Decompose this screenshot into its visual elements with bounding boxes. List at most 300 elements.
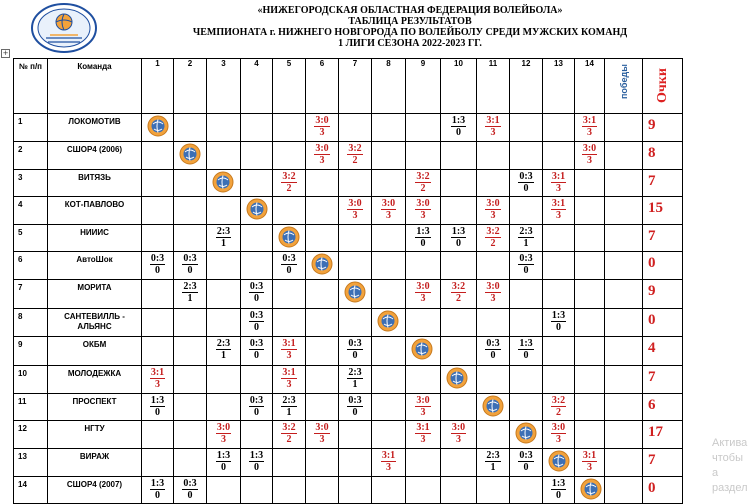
empty-cell bbox=[477, 421, 510, 449]
row-number: 11 bbox=[14, 394, 48, 421]
row-number: 1 bbox=[14, 114, 48, 142]
match-points: 2 bbox=[286, 434, 292, 445]
empty-cell bbox=[543, 337, 575, 366]
score-cell bbox=[241, 394, 273, 421]
table-header-row bbox=[14, 59, 683, 114]
volleyball-logo-icon bbox=[411, 338, 433, 360]
empty-cell bbox=[372, 114, 406, 142]
match-score: 0:3 bbox=[249, 281, 264, 292]
empty-cell bbox=[406, 449, 441, 477]
empty-cell bbox=[339, 477, 372, 504]
match-score: 0:3 bbox=[183, 253, 197, 264]
row-number: 10 bbox=[14, 366, 48, 394]
header-col: 8 bbox=[372, 59, 406, 114]
match-score: 0:3 bbox=[348, 395, 362, 406]
empty-cell bbox=[241, 225, 273, 252]
header-points-label: Очки bbox=[654, 68, 670, 103]
match-score: 3:1 bbox=[582, 115, 597, 126]
score-cell bbox=[406, 197, 441, 225]
match-score: 3:2 bbox=[282, 171, 296, 182]
empty-cell bbox=[510, 197, 543, 225]
empty-cell bbox=[543, 142, 575, 170]
score-cell bbox=[575, 449, 605, 477]
empty-cell bbox=[306, 309, 339, 337]
match-score: 3:1 bbox=[150, 367, 165, 378]
empty-cell bbox=[441, 449, 477, 477]
match-score: 2:3 bbox=[216, 338, 231, 349]
match-score: 3:1 bbox=[282, 338, 296, 349]
empty-cell bbox=[306, 449, 339, 477]
empty-cell bbox=[477, 142, 510, 170]
match-points: 3 bbox=[221, 434, 226, 445]
score-cell bbox=[543, 421, 575, 449]
empty-cell bbox=[306, 170, 339, 197]
match-points: 3 bbox=[490, 127, 496, 138]
match-score: 0:3 bbox=[249, 338, 264, 349]
points-cell: 6 bbox=[643, 394, 683, 421]
wins-cell bbox=[605, 142, 643, 170]
header-wins bbox=[605, 59, 643, 114]
match-points: 2 bbox=[556, 407, 561, 418]
score-cell bbox=[207, 337, 241, 366]
match-points: 3 bbox=[386, 462, 391, 473]
points-cell: 7 bbox=[643, 170, 683, 197]
empty-cell bbox=[174, 197, 207, 225]
empty-cell bbox=[575, 170, 605, 197]
score-cell bbox=[575, 114, 605, 142]
empty-cell bbox=[273, 477, 306, 504]
score-cell bbox=[441, 280, 477, 309]
match-score: 3:0 bbox=[451, 422, 466, 433]
header-team: Команда bbox=[48, 59, 142, 114]
score-cell bbox=[339, 366, 372, 394]
match-points: 3 bbox=[319, 155, 325, 166]
header-col: 7 bbox=[339, 59, 372, 114]
empty-cell bbox=[441, 477, 477, 504]
match-points: 2 bbox=[286, 183, 292, 194]
empty-cell bbox=[441, 337, 477, 366]
volleyball-logo-icon bbox=[278, 226, 300, 248]
match-score: 0:3 bbox=[519, 171, 533, 182]
empty-cell bbox=[306, 337, 339, 366]
wins-cell bbox=[605, 394, 643, 421]
score-cell bbox=[142, 394, 174, 421]
empty-cell bbox=[510, 309, 543, 337]
empty-cell bbox=[241, 114, 273, 142]
empty-cell bbox=[241, 252, 273, 280]
match-points: 0 bbox=[254, 293, 259, 304]
match-score: 3:1 bbox=[551, 198, 566, 209]
empty-cell bbox=[441, 309, 477, 337]
empty-cell bbox=[207, 252, 241, 280]
match-points: 3 bbox=[286, 350, 292, 361]
row-number: 8 bbox=[14, 309, 48, 337]
empty-cell bbox=[174, 170, 207, 197]
empty-cell bbox=[339, 252, 372, 280]
match-score: 3:0 bbox=[315, 422, 329, 433]
wins-cell bbox=[605, 252, 643, 280]
score-cell bbox=[174, 477, 207, 504]
empty-cell bbox=[207, 394, 241, 421]
empty-cell bbox=[339, 170, 372, 197]
match-points: 3 bbox=[556, 210, 561, 221]
match-points: 0 bbox=[523, 350, 529, 361]
empty-cell bbox=[543, 225, 575, 252]
empty-cell bbox=[372, 337, 406, 366]
match-score: 2:3 bbox=[519, 226, 533, 237]
match-points: 2 bbox=[490, 238, 496, 249]
document-header bbox=[170, 5, 650, 49]
empty-cell bbox=[207, 114, 241, 142]
row-number: 13 bbox=[14, 449, 48, 477]
empty-cell bbox=[510, 477, 543, 504]
empty-cell bbox=[339, 114, 372, 142]
empty-cell bbox=[441, 252, 477, 280]
header-num: № п/п bbox=[14, 59, 48, 114]
match-score: 3:2 bbox=[416, 171, 430, 182]
team-name: АвтоШок bbox=[48, 252, 142, 280]
table-row bbox=[14, 394, 683, 421]
team-name: МОЛОДЕЖКА bbox=[48, 366, 142, 394]
self-match-cell bbox=[207, 170, 241, 197]
empty-cell bbox=[306, 394, 339, 421]
match-points: 3 bbox=[420, 210, 426, 221]
score-cell bbox=[543, 170, 575, 197]
points-cell: 17 bbox=[643, 421, 683, 449]
empty-cell bbox=[241, 421, 273, 449]
table-row bbox=[14, 280, 683, 309]
empty-cell bbox=[339, 309, 372, 337]
match-points: 0 bbox=[523, 183, 529, 194]
volleyball-logo-icon bbox=[377, 310, 399, 332]
wins-cell bbox=[605, 309, 643, 337]
empty-cell bbox=[575, 309, 605, 337]
self-match-cell bbox=[306, 252, 339, 280]
wins-cell bbox=[605, 280, 643, 309]
match-score: 3:0 bbox=[486, 198, 500, 209]
score-cell bbox=[273, 421, 306, 449]
header-col: 3 bbox=[207, 59, 241, 114]
empty-cell bbox=[207, 309, 241, 337]
empty-cell bbox=[273, 114, 306, 142]
row-number: 6 bbox=[14, 252, 48, 280]
score-cell bbox=[510, 252, 543, 280]
score-cell bbox=[339, 197, 372, 225]
team-name: НГТУ bbox=[48, 421, 142, 449]
team-name: НИИИС bbox=[48, 225, 142, 252]
team-name: ВИРАЖ bbox=[48, 449, 142, 477]
row-number: 3 bbox=[14, 170, 48, 197]
score-cell bbox=[510, 337, 543, 366]
empty-cell bbox=[477, 170, 510, 197]
empty-cell bbox=[273, 449, 306, 477]
header-col: 4 bbox=[241, 59, 273, 114]
header-col: 10 bbox=[441, 59, 477, 114]
score-cell bbox=[339, 142, 372, 170]
score-cell bbox=[477, 337, 510, 366]
empty-cell bbox=[406, 309, 441, 337]
match-score: 3:0 bbox=[348, 198, 362, 209]
match-points: 0 bbox=[490, 350, 496, 361]
match-score: 0:3 bbox=[486, 338, 500, 349]
match-points: 1 bbox=[187, 293, 193, 304]
header-col: 11 bbox=[477, 59, 510, 114]
team-name: СШОР4 (2007) bbox=[48, 477, 142, 504]
points-cell: 0 bbox=[643, 309, 683, 337]
score-cell bbox=[477, 280, 510, 309]
wins-cell bbox=[605, 449, 643, 477]
match-points: 3 bbox=[386, 210, 391, 221]
match-points: 3 bbox=[319, 127, 325, 138]
empty-cell bbox=[510, 366, 543, 394]
match-score: 1:3 bbox=[249, 450, 264, 461]
empty-cell bbox=[510, 142, 543, 170]
score-cell bbox=[406, 170, 441, 197]
match-score: 2:3 bbox=[348, 367, 362, 378]
self-match-cell bbox=[241, 197, 273, 225]
match-points: 3 bbox=[556, 183, 561, 194]
score-cell bbox=[241, 309, 273, 337]
empty-cell bbox=[273, 280, 306, 309]
table-row bbox=[14, 366, 683, 394]
wins-cell bbox=[605, 421, 643, 449]
self-match-cell bbox=[273, 225, 306, 252]
row-number: 14 bbox=[14, 477, 48, 504]
match-points: 3 bbox=[587, 155, 592, 166]
empty-cell bbox=[575, 421, 605, 449]
table-row bbox=[14, 337, 683, 366]
score-cell bbox=[174, 280, 207, 309]
empty-cell bbox=[174, 309, 207, 337]
volleyball-logo-icon bbox=[212, 171, 234, 193]
volleyball-logo-icon bbox=[311, 253, 333, 275]
match-score: 3:1 bbox=[416, 422, 430, 433]
empty-cell bbox=[406, 114, 441, 142]
table-row bbox=[14, 252, 683, 280]
empty-cell bbox=[372, 366, 406, 394]
self-match-cell bbox=[174, 142, 207, 170]
empty-cell bbox=[575, 225, 605, 252]
match-score: 3:0 bbox=[416, 281, 430, 292]
match-score: 3:1 bbox=[551, 171, 566, 182]
team-name: МОРИТА bbox=[48, 280, 142, 309]
match-score: 3:0 bbox=[416, 395, 430, 406]
empty-cell bbox=[510, 280, 543, 309]
empty-cell bbox=[241, 142, 273, 170]
empty-cell bbox=[441, 197, 477, 225]
empty-cell bbox=[142, 280, 174, 309]
match-points: 0 bbox=[254, 322, 259, 333]
match-score: 3:0 bbox=[486, 281, 500, 292]
points-cell: 7 bbox=[643, 449, 683, 477]
empty-cell bbox=[174, 394, 207, 421]
table-row bbox=[14, 142, 683, 170]
team-name: ОКБМ bbox=[48, 337, 142, 366]
empty-cell bbox=[441, 170, 477, 197]
empty-cell bbox=[273, 197, 306, 225]
match-score: 1:3 bbox=[150, 395, 165, 406]
match-score: 3:2 bbox=[451, 281, 466, 292]
self-match-cell bbox=[477, 394, 510, 421]
table-row bbox=[14, 449, 683, 477]
match-points: 1 bbox=[352, 379, 358, 390]
score-cell bbox=[273, 170, 306, 197]
score-cell bbox=[273, 252, 306, 280]
score-cell bbox=[273, 366, 306, 394]
score-cell bbox=[441, 114, 477, 142]
empty-cell bbox=[406, 142, 441, 170]
empty-cell bbox=[174, 449, 207, 477]
empty-cell bbox=[372, 477, 406, 504]
self-match-cell bbox=[575, 477, 605, 504]
match-points: 2 bbox=[352, 155, 358, 166]
match-points: 0 bbox=[187, 490, 193, 501]
row-number: 4 bbox=[14, 197, 48, 225]
wins-cell bbox=[605, 170, 643, 197]
empty-cell bbox=[372, 170, 406, 197]
match-points: 3 bbox=[456, 434, 461, 445]
match-score: 0:3 bbox=[348, 338, 362, 349]
match-points: 0 bbox=[254, 350, 259, 361]
match-score: 0:3 bbox=[150, 253, 165, 264]
empty-cell bbox=[543, 114, 575, 142]
team-name: САНТЕВИЛЛЬ - АЛЬЯНС bbox=[48, 309, 142, 337]
score-cell bbox=[306, 142, 339, 170]
match-score: 3:0 bbox=[582, 143, 597, 154]
match-points: 0 bbox=[556, 490, 561, 501]
header-line-3: ЧЕМПИОНАТА г. НИЖНЕГО НОВГОРОДА ПО ВОЛЕЙБОЛУ СРЕДИ МУЖСКИХ КОМАНД bbox=[192, 27, 628, 38]
header-col: 2 bbox=[174, 59, 207, 114]
wins-cell bbox=[605, 477, 643, 504]
federation-logo bbox=[30, 2, 98, 54]
match-score: 0:3 bbox=[183, 478, 197, 489]
score-cell bbox=[477, 449, 510, 477]
score-cell bbox=[543, 394, 575, 421]
match-points: 3 bbox=[155, 379, 160, 390]
points-cell: 8 bbox=[643, 142, 683, 170]
empty-cell bbox=[441, 142, 477, 170]
match-score: 1:3 bbox=[519, 338, 533, 349]
score-cell bbox=[241, 280, 273, 309]
self-match-cell bbox=[510, 421, 543, 449]
match-score: 3:0 bbox=[551, 422, 566, 433]
empty-cell bbox=[273, 309, 306, 337]
volleyball-logo-icon bbox=[580, 478, 602, 500]
match-score: 1:3 bbox=[551, 478, 566, 489]
match-score: 3:0 bbox=[416, 198, 430, 209]
points-cell: 7 bbox=[643, 366, 683, 394]
empty-cell bbox=[174, 421, 207, 449]
match-score: 3:1 bbox=[486, 115, 500, 126]
match-points: 0 bbox=[456, 127, 461, 138]
score-cell bbox=[441, 225, 477, 252]
empty-cell bbox=[142, 225, 174, 252]
table-row bbox=[14, 197, 683, 225]
empty-cell bbox=[241, 170, 273, 197]
empty-cell bbox=[441, 394, 477, 421]
score-cell bbox=[142, 366, 174, 394]
match-score: 2:3 bbox=[486, 450, 500, 461]
activation-watermark bbox=[712, 436, 752, 496]
empty-cell bbox=[543, 366, 575, 394]
score-cell bbox=[273, 394, 306, 421]
wins-cell bbox=[605, 225, 643, 252]
table-row bbox=[14, 421, 683, 449]
empty-cell bbox=[477, 309, 510, 337]
match-score: 3:2 bbox=[551, 395, 566, 406]
score-cell bbox=[207, 421, 241, 449]
results-table bbox=[13, 58, 683, 504]
header-col: 13 bbox=[543, 59, 575, 114]
score-cell bbox=[543, 197, 575, 225]
header-col: 5 bbox=[273, 59, 306, 114]
wins-cell bbox=[605, 366, 643, 394]
match-points: 0 bbox=[523, 265, 529, 276]
team-name: ВИТЯЗЬ bbox=[48, 170, 142, 197]
match-points: 0 bbox=[556, 322, 561, 333]
self-match-cell bbox=[406, 337, 441, 366]
score-cell bbox=[207, 225, 241, 252]
match-points: 3 bbox=[490, 293, 496, 304]
empty-cell bbox=[306, 197, 339, 225]
empty-cell bbox=[510, 394, 543, 421]
empty-cell bbox=[207, 280, 241, 309]
match-score: 0:3 bbox=[282, 253, 296, 264]
empty-cell bbox=[543, 280, 575, 309]
score-cell bbox=[510, 170, 543, 197]
team-name: КОТ-ПАВЛОВО bbox=[48, 197, 142, 225]
points-cell: 7 bbox=[643, 225, 683, 252]
row-number: 12 bbox=[14, 421, 48, 449]
match-score: 0:3 bbox=[249, 310, 264, 321]
team-name: СШОР4 (2006) bbox=[48, 142, 142, 170]
score-cell bbox=[142, 252, 174, 280]
score-cell bbox=[339, 337, 372, 366]
match-score: 3:2 bbox=[282, 422, 296, 433]
empty-cell bbox=[372, 280, 406, 309]
empty-cell bbox=[575, 197, 605, 225]
match-points: 0 bbox=[420, 238, 426, 249]
volleyball-logo-icon bbox=[147, 115, 169, 137]
empty-cell bbox=[241, 477, 273, 504]
match-score: 2:3 bbox=[282, 395, 296, 406]
score-cell bbox=[241, 449, 273, 477]
points-cell: 4 bbox=[643, 337, 683, 366]
empty-cell bbox=[207, 366, 241, 394]
volleyball-logo-icon bbox=[179, 143, 201, 165]
volleyball-logo-icon bbox=[548, 450, 570, 472]
score-cell bbox=[477, 114, 510, 142]
match-points: 0 bbox=[456, 238, 461, 249]
match-points: 3 bbox=[556, 434, 561, 445]
empty-cell bbox=[142, 337, 174, 366]
table-move-handle-icon[interactable]: + bbox=[2, 49, 9, 57]
match-score: 3:1 bbox=[582, 450, 597, 461]
match-score: 3:2 bbox=[486, 226, 500, 237]
header-col: 1 bbox=[142, 59, 174, 114]
match-points: 0 bbox=[187, 265, 193, 276]
score-cell bbox=[543, 477, 575, 504]
empty-cell bbox=[372, 252, 406, 280]
match-points: 1 bbox=[221, 238, 226, 249]
empty-cell bbox=[372, 142, 406, 170]
match-points: 1 bbox=[490, 462, 496, 473]
empty-cell bbox=[306, 225, 339, 252]
match-points: 3 bbox=[286, 379, 292, 390]
score-cell bbox=[306, 421, 339, 449]
empty-cell bbox=[306, 366, 339, 394]
match-points: 2 bbox=[456, 293, 461, 304]
